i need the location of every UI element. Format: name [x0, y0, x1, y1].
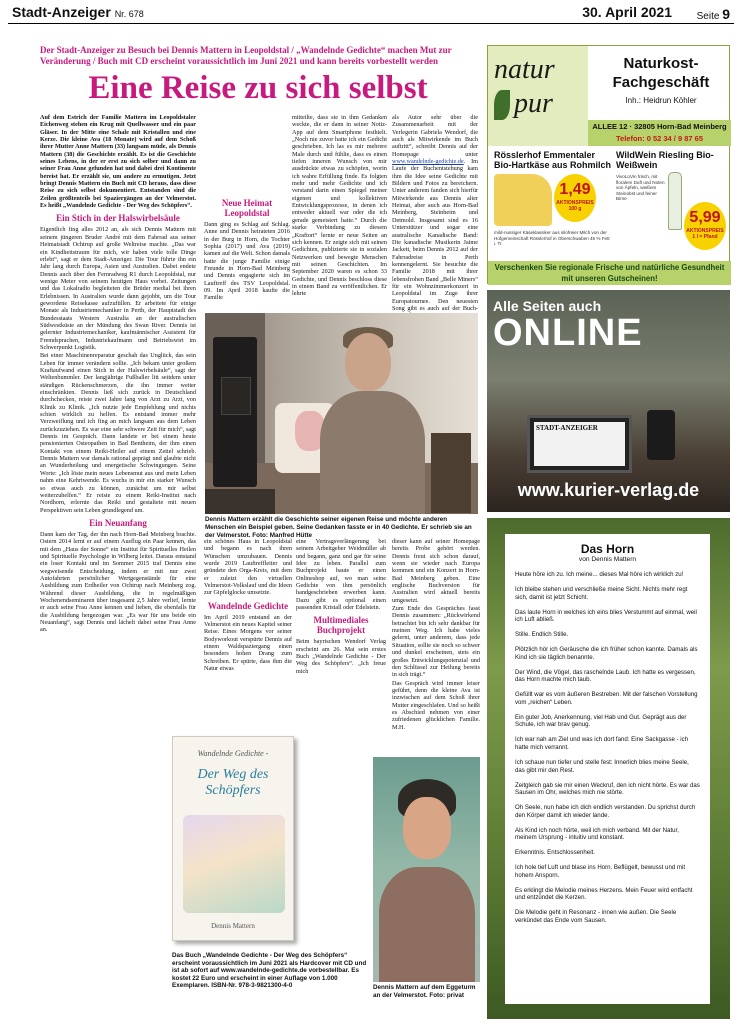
article-kicker: Der Stadt-Anzeiger zu Besuch bei Dennis Mattern in Leopoldstal / „Wandelnde Gedichte“ machen Mut zur Veränderung / Buch mit CD erscheint voraussichtlich im Juni 2021 und kann bereits vorbestellt werden: [40, 45, 452, 66]
paragraph: Dann ging es Schlag auf Schlag. Anne und Dennis heirateten 2016 in der Burg in Horn, die Tochter Sophia (2017) und Ava (2019) kamen auf die Welt. Schon damals hatte die junge Familie einige Freunde in Horn-Bad Meinberg und Dennis engagierte sich im Lauftreff des TSV Leopoldstal. 09. Im April 2018 kaufte die Familie: [204, 221, 290, 302]
online-url[interactable]: www.kurier-verlag.de: [517, 480, 700, 500]
product-cheese-name: Rösslerhof Emmentaler Bio-Hartkäse aus Rohmilch: [494, 150, 612, 170]
book-series: Wandelnde Gedichte -: [197, 749, 269, 758]
laptop-screen: STADT-ANZEIGER: [534, 422, 625, 466]
paragraph: mitteilte, dass sie in ihm Gedanken weckte, die er dann in seiner Notiz-App auf dem Smartphone festhielt. „Noch nie zuvor hatte ich ein Gedicht geschrieben. Ich las es mir mehrere Male durch und fühlte, dass es einen tiefen inneren Wunsch von mir ausdrückte etwas zu schöpfen, worin ich wahre Erfüllung finde. Es folgten mehr und mehr Gedichte und ich verstand darin einen Spiegel meiner eigenen und kollektiven Entwicklungsprozesse, in denen ich entweder aktuell war oder die ich gerade gemeistert hatte.“ Durch die starke Verbindung zu diesem „Kraftort“ lernte er neue Seiten an sich kennen. Er zeigte sich mit seinen Gedichten, publizierte sie in sozialen Netzwerken und bewegte Menschen mit seinen Geschichten. Im September 2020 waren es schon 33 Gedichte, und Dennis beschloss diese in einem Band zu veröffentlichen. Er lehrte: [292, 114, 387, 298]
poem-stanza: Erkenntnis. Entschlossenheit.: [515, 849, 595, 857]
article-lead: Auf dem Estrich der Familie Mattern im Leopoldstaler Eichenweg stehen ein Krug mit Quellwasser und ein paar Gläser. In der Mitte eine Schale mit Kristallen und eine Kerze. Die kleine Ava (18 Monate) wird auf dem Schoß ihrer Mutter Anne Mattern (33) langsam müde, als Dennis Mattern (38) die Geschichte erzählt. Es ist die Geschichte seines Lebens, in der er erst zu sich selber und dann zu seiner Frau Anne gefunden hat und dabei drei Kontinente bereist hat. Er erzählt sie, um andere zu ermutigen. Jetzt bringt Dennis Mattern ein Buch mit CD heraus, dass diese Reise zu sich selbst dokumentiert. Entstanden sind die Zeilen größtenteils bei Spaziergängen an der Velmerstot. Es heißt „Wandelnde Gedichte - Der Weg des Schöpfers“.: [40, 114, 196, 210]
poem-stanza: Gefüllt war es vom äußeren Bestreben. Mit der falschen Vorstellung vom „reichen“ Leben.: [515, 691, 698, 706]
poem-title: Das Horn: [580, 542, 635, 556]
paragraph: Im April 2019 entstand an der Velmerstot ein neues Kapitel seiner Reise. Eines Morgens vor seiner Bodyworkout verspürte Dennis auf einem Waldspaziergang einen besonders hohen Drang zum Schreiben. Er spürte, dass ihm die Natur etwas: [204, 613, 292, 673]
cheese-image: [494, 174, 552, 226]
poem-stanza: Ein guter Job, Anerkennung, viel Hab und Gut. Geprägt aus der Schule, ich war brav genug.: [515, 713, 687, 729]
shop-phone: Telefon: 0 52 34 / 9 87 65: [616, 134, 703, 143]
page-number: Seite 9: [696, 6, 730, 22]
poem-stanza: Stille. Endlich Stille.: [515, 631, 569, 639]
paragraph: eine Vertragsverlängerung bei seinem Arbeitgeber Weidmüller ab und begann, ganz und gar für seine Idee zu leben. Parallel zum Buchprojekt baute er einen Onlineshop auf, wo man seine Gedichte von ihm persönlich handgeschrieben erwerben kann. Dazu gibt es optional einen passenden Kristall oder Edelstein.: [296, 538, 386, 612]
article-column-3-top: [292, 114, 387, 309]
poem-stanza: Die Melodie geht in Resonanz - innen wie außen. Die Seele verkündet das Ende vom Sausen.: [515, 909, 677, 925]
poem-author: von Dennis Mattern: [578, 556, 637, 563]
book-illustration: [183, 815, 285, 913]
portrait-caption: Dennis Mattern auf dem Eggeturm an der Velmerstot. Foto: privat: [373, 984, 476, 999]
face: [403, 797, 451, 859]
wine-bottle-image: [668, 172, 682, 230]
laptop-image: [527, 415, 632, 473]
cheese-description: mild-nussiger Käseklassiker aus silofreier Milch von der Hofgemeinschaft Rösslerhof in Oberschwaben 45 % Fett i. Tr.: [494, 230, 610, 246]
price-badge-wine: 5,99 AKTIONSPREIS 1 l = Pfand: [684, 202, 726, 250]
subhead-heimat: Neue Heimat Leopoldstal: [221, 198, 273, 218]
paragraph: Das Gespräch wird immer leiser geführt, denn die kleine Ava ist inzwischen auf dem Schoß ihrer Mutter eingeschlafen. Und so heißt es Abschied nehmen von einer zufriedenen glücklichen Familie. M.H.: [392, 679, 480, 731]
issue-date: 30. April 2021: [582, 4, 672, 20]
book-caption: Das Buch „Wandelnde Gedichte - Der Weg des Schöpfers“ erscheint voraussichtlich im Juni 2021 als Hardcover mit CD und ist ab sofort auf www.wandelnde-gedichte.de vorbestellbar. Es kostet 22 Euro und erscheint in einer Auflage von 1.000 Exemplaren. ISBN-Nr. 978-3-9821300-4-0: [172, 952, 367, 990]
poem-stanza: Es erklingt die Melodie meines Herzens. Mein Feuer wird entfacht und entzündet die Kerzen.: [515, 886, 693, 902]
poem-stanza: Als Kind ich noch hörte, weil ich mich verband. Mit der Natur, meinem Ursprung - intuitiv und konstant.: [515, 826, 679, 842]
shop-owner: Inh.: Heidrun Köhler: [625, 96, 697, 105]
wine-description: VivoLoVin frisch, mit floralem Duft und Noten von Äpfeln, weißem Steinobst und feiner Birne: [616, 174, 665, 201]
paragraph: Bei einer Maschinenreparatur geschah das Unglück, das sein Leben für immer verändern sollte. „Ich bekam unter großem Kraftaufwand einen Stich in der Halswirbelsäule“, sagt der Weltenbummler. Der langjährige Fußballer litt seitdem unter ständigen Rückenschmerzen, die ihn immer weiter einschränkten. Dennis ließ sich zurück in Deutschland durchchecken, reiste zwei Jahre lang von Arzt zu Arzt, von Klinik zu Klinik. „Ich nutzte jede Empfehlung und nichts schien wirklich zu helfen. Es entstand immer mehr Verzweiflung und ich fing an mich langsam aus dem Leben zurückzuziehen. Es war eine sehr schwere Zeit für mich“, sagt Dennis im Gespräch. Dann landete er bei einem heute pensionierten Osteopathen in Bad Bentheim, der ihm einen Kontakt von einem Reiki-Heiler auf einem Zettel schrieb. Dennis Mattern war damals rational geprägt und glaubte nicht an Wunderheilung und energetische Schwingungen. Seine Worte: „Ich löste mein neues Lebensmut aus und mein Leben nahm eine Kehrtwende. Es wuchs in mir ein starker Wunsch so etwas auch zu können, zunächst um mir selbst weiterzuhelfen.“ Er reiste zu einem Reiki-Institut nach Nordhorn, erlernte das Reiki und gestaltete mit neuen Perspektiven sein Leben grundlegend um.: [40, 352, 196, 514]
poem-stanza: Der Wind, die Vögel, das raschelnde Laub. Ich hatte es vergessen, das Horn machte mich taub.: [515, 668, 696, 684]
poem-box: [487, 518, 730, 1019]
article-column-4-bottom: [392, 538, 480, 750]
paragraph: Zum Ende des Gespräches fasst Dennis zusammen: „Rückwirkend betrachtet bin ich sehr dankbar für meinen Weg. Ich habe vieles gelernt, unter anderem, dass jede Situation, sollte sie noch so schwer und dunkel erscheinen, stets ein großes Entwicklungspotenzial und den Schlüssel zur Heilung bereits in sich trägt.“: [392, 605, 480, 679]
article-photo: [205, 313, 478, 514]
paragraph: dieser kann auf seiner Homepage bereits Probe gehört werden. Dennis freut sich schon darauf, wenn sie wieder nach Europa kommen und ein Konzert in Horn-Bad Meinberg geben. Eine englische Buchversion für Australien wird aktuell bereits umgesetzt.: [392, 538, 480, 604]
article-column-4-top: [392, 114, 478, 312]
subhead-neuanfang: Ein Neuanfang: [89, 517, 147, 528]
article-headline: Eine Reise zu sich selbst: [88, 70, 428, 106]
naturpur-logo: natur pur: [488, 46, 588, 146]
poem-stanza: Ich hole tief Luft und blase ins Horn. Beflügelt, bewusst und mit hohem Ansporn.: [515, 864, 686, 879]
masthead: [8, 4, 734, 24]
book-author: Dennis Mattern: [211, 922, 255, 930]
article-column-2-top: [204, 198, 290, 308]
poem-stanza: Ich schaue nun tiefer und stelle fest: Innerlich blies meine Seele, das gibt mir den Rest.: [515, 759, 689, 774]
poem-stanza: Das laute Horn in welches ich eins blies Verstummt auf einmal, weil ich Luft abließ.: [515, 608, 697, 624]
paragraph: Eigentlich fing alles 2012 an, als sich Dennis Mattern mit seinem jüngeren Bruder André mit dem Fahrrad aus seiner Heimatstadt Ochtrup auf große Weltreise machte. „Das war ein Kindheitstraum für mich, wir haben viele tolle Dinge erlebt“, sagt er dem Stadt-Anzeiger. Die Tour führte ihn ein Jahr lang durch Europa, Asien und Australien. Dabei endete Dennis auch über den Fernradweg R1 durch Leopoldstal, nur wenige Meter von seinem heutigen Haus vorbei. Zeitungen und das Lokalradio begleiteten die Brüder medial bei ihren Erlebnissen. In Australien wurde dann gejobbt, um die Tour gewordene Reisekasse aufzufüllen. Er arbeitete für einige Monate als Industriemechaniker in Perth, der Hauptstadt des Bundesstaats Western Australia an der australischen Südwestküste an der Mündung des Swan River. Dennis ist gelernter Industriemechaniker, kaufmännischer Assistent für Fremdsprachen, Industriekaufmann und Betriebswirt im Schwerpunkt Logistik.: [40, 226, 196, 351]
paragraph: Beim bayrischen Wendorf Verlag erscheint am 26. Mai sein erstes Buch „Wandelnde Gedichte - Der Weg des Schöpfers“. „Ich freue mich: [296, 638, 386, 675]
book-cover: [172, 736, 294, 941]
poem-stanza: Heute höre ich zu. Ich meine... dieses Mal höre ich wirklich zu!: [515, 571, 684, 578]
poem-stanza: Plötzlich hör ich Geräusche die ich früher schon kannte. Damals als Kind ich sie täglich benannte.: [515, 646, 698, 661]
shop-name: Naturkost-Fachgeschäft: [612, 55, 710, 91]
man-portrait: [345, 333, 391, 391]
poem-card: [505, 534, 710, 1004]
price-badge-cheese: 1,49 AKTIONSPREIS 100 g: [554, 174, 596, 222]
website-link[interactable]: www.wandelnde-gedichte.de: [392, 158, 464, 166]
paragraph: Dann kam der Tag, der ihn nach Horn-Bad Meinberg brachte. Ostern 2014 lernt er auf einem Ausflug ein Paar kennen, das mit dem „Haus der Sonne“ ein Institut für Spirituelles Heilen und Spirituelle Psychologie in Wilberg leitet. Daraus entstand ein loser Kontakt und im Sommer 2015 traf Dennis eine wegweisende Entscheidung, indem er mit nur zwei Autofahrten persönlicher Wertgegenstände für eine Ausbildung zum Erdheiler von Ochtrup nach Meinberg zog. Während dieser Ausbildung, die in regelmäßigen Wochenendseminaren über insgesamt 2,5 Jahre verlief, lernte er auch seine Frau Anne kennen und lieben, die ebenfalls für die Ausbildung hergezogen war. „Es war für uns beide ein Neuanfang“, sagt Dennis und lächelt dabei seine Frau Anne an.: [40, 530, 196, 634]
poem-stanza: Ich war nah am Ziel und was ich dort fand: Eine Sackgasse - ich hatte mich verrannt.: [515, 736, 689, 752]
leaf-icon: [494, 90, 510, 120]
book-title: Der Weg des Schöpfers: [197, 767, 269, 798]
ad-naturkost[interactable]: [487, 45, 730, 284]
stove: [213, 337, 257, 487]
subhead-halswirbel: Ein Stich in der Halswirbelsäule: [56, 213, 180, 224]
paper-name: Stadt-Anzeiger Nr. 678: [12, 4, 144, 20]
subhead-wandelnde: Wandelnde Gedichte: [207, 600, 289, 611]
paragraph: als Autor sehr über die Zusammenarbeit mit der Verlegerin Gabriela Wendorf, die auch als Mitwirkende im Buch auftritt“, schreibt Dennis auf der Homepage unter www.wandelnde-gedichte.de. Im Laufe der Buchentstehung kam ihm die Idee seine Gedichte mit Bildern und Fotos zu bereichern. Unter anderem fanden sich hierfür Mitwirkende aus Dennis alter Heimat, aber auch aus Horn-Bad Meinberg, Steinheim und Detmold. Insgesamt sind es 16 Unterstützer und sogar eine australische Kanadische Band: Die kanadische Musikerin Jaime Jackett, beim Dennis 2012 auf der Fahrradreise in Perth kennengelernt. Sie besuchte die Familie 2018 mit ihrer lebensfrohen Band „Belle Miners“ für ein Wohnzimmerkonzert in Leopoldstal im Zuge ihrer Europatournee. Den neuesten Song gibt es auch auf der Buch-: [392, 114, 478, 312]
paragraph: ein schönes Haus in Leopoldstal und begann es nach ihren Wünschen umzubauen. Dennis wurde 2019 Lauftreffleiter und gründete den Orga-Kreis, mit dem er zuletzt den virtuellen Velmerstot-Volkslauf und die Ideen zur Gipfelglocke umsetzte.: [204, 538, 292, 597]
issue-number: Nr. 678: [114, 9, 144, 19]
product-wine-name: WildWein Riesling Bio-Weißwein: [616, 150, 714, 170]
poem-stanza: Zeitgleich gab sie mir einen Weckruf, den ich nicht hörte. Es war das Sausen im Ohr, welches mich nie störte.: [515, 781, 700, 797]
online-line1: Alle Seiten auch: [493, 298, 602, 314]
shop-address: ALLEE 12 · 32805 Horn-Bad Meinberg: [592, 122, 727, 131]
poem-stanza: Oh Seele, nun habe ich dich endlich verstanden. Du sprichst durch den Körper damit ich wieder lande.: [515, 804, 696, 819]
ad-slogan: Verschenken Sie regionale Frische und natürliche Gesundheit mit unseren Gutscheinen!: [488, 261, 731, 285]
ad-online[interactable]: [487, 290, 730, 512]
phone-image: [647, 410, 675, 460]
photo-caption: Dennis Mattern erzählt die Geschichte seiner eigenen Reise und möchte anderen Menschen ein Beispiel geben. Seine Gedanken fasste er in 40 Gedichte. Er schrieb sie an der Velmerstot. Foto: Manfred Hütte: [205, 516, 472, 539]
online-line2: ONLINE: [493, 312, 643, 354]
portrait-photo: [373, 757, 480, 982]
address-bar: [588, 120, 731, 146]
article-column-2-bottom: [204, 538, 292, 730]
poem-stanza: Ich bleibe stehen und verschließe meine Sicht. Nichts mehr regt sich, damit ist jetzt Schicht.: [515, 585, 688, 601]
article-column-3-bottom: [296, 538, 386, 730]
subhead-multimedial: Multimediales Buchprojekt: [313, 615, 369, 636]
